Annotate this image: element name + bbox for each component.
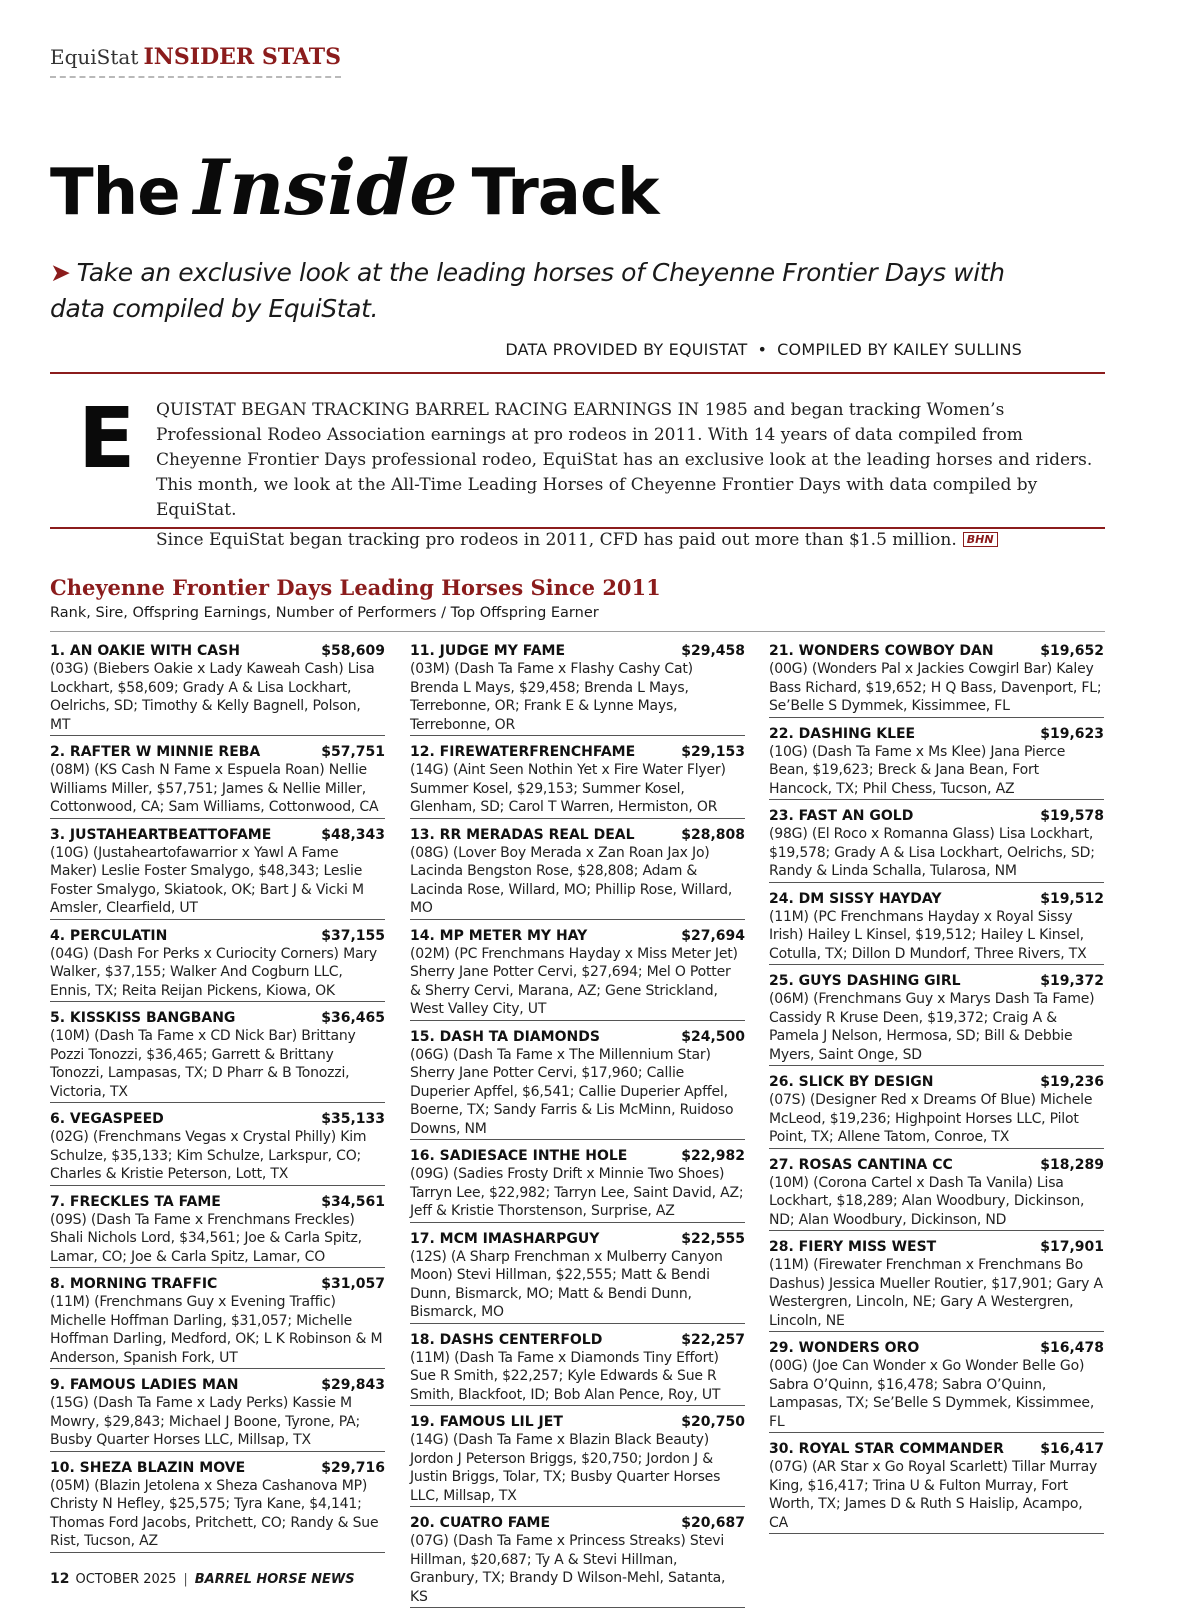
- horse-earnings: $22,982: [681, 1148, 745, 1164]
- horse-heading: [769, 1440, 1104, 1458]
- horse-earnings: $24,500: [681, 1028, 745, 1045]
- list-item: [410, 1514, 745, 1608]
- horse-earnings: $19,372: [1040, 973, 1104, 989]
- horse-details: (09G) (Sadies Frosty Drift x Minnie Two Shoes) Tarryn Lee, $22,982; Tarryn Lee, Saint David, AZ; Jeff & Kristie Thorstenson, Surprise, AZ: [410, 1166, 744, 1219]
- horse-earnings: $20,750: [681, 1414, 745, 1430]
- headline-word-2: Inside: [193, 143, 458, 232]
- horse-earnings: $27,694: [681, 927, 745, 944]
- footer-separator: |: [183, 1572, 188, 1587]
- horse-earnings: $20,687: [681, 1515, 745, 1531]
- horse-details: (07G) (AR Star x Go Royal Scarlett) Tillar Murray King, $16,417; Trina U & Fulton Murray, Fort Worth, TX; James D & Ruth S Haislip, Acampo, CA: [769, 1459, 1098, 1531]
- horse-heading: [410, 1331, 745, 1349]
- list-item: [769, 890, 1104, 966]
- horse-name: 27. ROSAS CANTINA CC: [769, 1156, 953, 1173]
- horse-details: (11M) (Frenchmans Guy x Evening Traffic) Michelle Hoffman Darling, $31,057; Michelle Hoffman Darling, Medford, OK; L K Robinson & M Anderson, Spanish Fork, UT: [50, 1294, 383, 1366]
- list-item: [769, 642, 1104, 718]
- list-item: [50, 1193, 385, 1269]
- horse-name: 6. VEGASPEED: [50, 1111, 164, 1127]
- list-item: [410, 1331, 745, 1407]
- horse-name: 26. SLICK BY DESIGN: [769, 1074, 934, 1090]
- horse-earnings: $22,257: [681, 1331, 745, 1348]
- horse-heading: [50, 1459, 385, 1477]
- list-item: [410, 1028, 745, 1141]
- horse-details: (10G) (Justaheartofawarrior x Yawl A Fame Maker) Leslie Foster Smalygo, $48,343; Leslie Foster Smalygo, Skiatook, OK; Bart J & Vicki M Amsler, Clearfield, UT: [50, 844, 364, 916]
- list-item: [410, 927, 745, 1021]
- magazine-name: BARREL HORSE NEWS: [194, 1572, 355, 1587]
- horse-heading: [50, 1110, 385, 1128]
- horse-details: (07S) (Designer Red x Dreams Of Blue) Michele McLeod, $19,236; Highpoint Horses LLC, Pilot Point, TX; Allene Tatom, Conroe, TX: [769, 1092, 1093, 1145]
- list-item: [410, 826, 745, 920]
- horse-details: (03G) (Biebers Oakie x Lady Kaweah Cash) Lisa Lockhart, $58,609; Grady A & Lisa Lockhart, Oelrichs, SD; Timothy & Kelly Bagnell, Polson, MT: [50, 661, 375, 733]
- horse-name: 18. DASHS CENTERFOLD: [410, 1331, 603, 1348]
- headline-word-1: The: [50, 156, 180, 230]
- horse-earnings: $29,458: [681, 643, 745, 659]
- horse-details: (00G) (Wonders Pal x Jackies Cowgirl Bar) Kaley Bass Richard, $19,652; H Q Bass, Davenport, FL; Se’Belle S Dymmek, Kissimmee, FL: [769, 661, 1102, 714]
- horse-name: 19. FAMOUS LIL JET: [410, 1414, 563, 1430]
- headline-word-3: Track: [471, 156, 659, 230]
- list-item: [50, 1376, 385, 1452]
- horse-details: (98G) (El Roco x Romanna Glass) Lisa Lockhart, $19,578; Grady A & Lisa Lockhart, Oelrichs, SD; Randy & Linda Schalla, Tularosa, NM: [769, 826, 1095, 879]
- horse-heading: [769, 1339, 1104, 1357]
- horse-details: (11M) (Dash Ta Fame x Diamonds Tiny Effort) Sue R Smith, $22,257; Kyle Edwards & Sue R Smith, Blackfoot, ID; Bob Alan Pence, Roy, UT: [410, 1349, 721, 1403]
- horse-heading: [410, 1147, 745, 1165]
- table-subtitle: Rank, Sire, Offspring Earnings, Number of Performers / Top Offspring Earner: [50, 605, 599, 621]
- horse-details: (07G) (Dash Ta Fame x Princess Streaks) Stevi Hillman, $20,687; Ty A & Stevi Hillman, Granbury, TX; Brandy D Wilson-Mehl, Satanta, KS: [410, 1533, 726, 1605]
- horse-earnings: $19,236: [1040, 1074, 1104, 1090]
- list-item: [769, 1339, 1104, 1433]
- horse-name: 8. MORNING TRAFFIC: [50, 1276, 218, 1292]
- horse-earnings: $28,808: [681, 826, 745, 843]
- horse-details: (08G) (Lover Boy Merada x Zan Roan Jax Jo) Lacinda Bengston Rose, $28,808; Adam & Lacinda Rose, Willard, MO; Phillip Rose, Willard, MO: [410, 844, 733, 916]
- horse-earnings: $48,343: [321, 826, 385, 843]
- horse-heading: [410, 826, 745, 844]
- horse-name: 23. FAST AN GOLD: [769, 808, 914, 824]
- bhn-end-mark-logo: BHN: [963, 532, 998, 547]
- list-item: [50, 927, 385, 1003]
- list-item: [410, 1230, 745, 1324]
- horse-earnings: $19,512: [1040, 890, 1104, 907]
- list-item: [50, 1110, 385, 1186]
- horse-earnings: $16,478: [1040, 1340, 1104, 1356]
- horse-details: (14G) (Dash Ta Fame x Blazin Black Beauty) Jordon J Peterson Briggs, $20,750; Jordon J & Justin Briggs, Tolar, TX; Busby Quarter Horses LLC, Millsap, TX: [410, 1432, 721, 1504]
- horse-heading: [410, 1413, 745, 1431]
- deck: [50, 255, 1060, 327]
- data-credit: DATA PROVIDED BY EQUISTAT: [505, 340, 748, 359]
- horse-name: 5. KISSKISS BANGBANG: [50, 1010, 236, 1026]
- horse-heading: [50, 927, 385, 945]
- horse-name: 29. WONDERS ORO: [769, 1340, 920, 1356]
- horse-name: 2. RAFTER W MINNIE REBA: [50, 744, 261, 760]
- horse-name: 13. RR MERADAS REAL DEAL: [410, 826, 635, 843]
- horse-name: 21. WONDERS COWBOY DAN: [769, 643, 994, 659]
- list-item: [769, 1238, 1104, 1332]
- horse-heading: [410, 1514, 745, 1532]
- compiled-credit: COMPILED BY KAILEY SULLINS: [777, 340, 1022, 359]
- list-item: [410, 1413, 745, 1507]
- horse-name: 25. GUYS DASHING GIRL: [769, 973, 961, 989]
- horse-details: (08M) (KS Cash N Fame x Espuela Roan) Nellie Williams Miller, $57,751; James & Nellie Miller, Cottonwood, CA; Sam Williams, Cottonwood, CA: [50, 762, 379, 815]
- section-brand: EquiStat: [50, 45, 139, 69]
- footer: [50, 1571, 355, 1587]
- horse-name: 12. FIREWATERFRENCHFAME: [410, 744, 636, 760]
- horse-earnings: $16,417: [1040, 1441, 1104, 1457]
- horse-heading: [50, 1376, 385, 1394]
- horse-details: (02G) (Frenchmans Vegas x Crystal Philly) Kim Schulze, $35,133; Kim Schulze, Larkspur, CO; Charles & Kristie Peterson, Lott, TX: [50, 1129, 367, 1182]
- section-label: INSIDER STATS: [143, 44, 342, 70]
- horse-earnings: $57,751: [321, 744, 385, 760]
- horse-details: (02M) (PC Frenchmans Hayday x Miss Meter Jet) Sherry Jane Potter Cervi, $27,694; Mel O Potter & Sherry Cervi, Marana, AZ; Gene Strickland, West Valley City, UT: [410, 945, 738, 1017]
- horse-details: (14G) (Aint Seen Nothin Yet x Fire Water Flyer) Summer Kosel, $29,153; Summer Kosel, Glenham, SD; Carol T Warren, Hermiston, OR: [410, 762, 726, 815]
- list-item: [769, 1073, 1104, 1149]
- horse-name: 16. SADIESACE INTHE HOLE: [410, 1148, 628, 1164]
- horse-details: (10G) (Dash Ta Fame x Ms Klee) Jana Pierce Bean, $19,623; Breck & Jana Bean, Fort Hancock, TX; Phil Chess, Tucson, AZ: [769, 743, 1066, 797]
- credit-separator: •: [757, 340, 768, 359]
- horse-earnings: $58,609: [321, 643, 385, 659]
- horse-earnings: $18,289: [1040, 1156, 1104, 1173]
- horse-heading: [410, 743, 745, 761]
- list-item: [50, 1009, 385, 1103]
- horse-details: (05M) (Blazin Jetolena x Sheza Cashanova MP) Christy N Hefley, $25,575; Tyra Kane, $4,141; Thomas Ford Jacobs, Pritchett, CO; Randy & Sue Rist, Tucson, AZ: [50, 1477, 379, 1549]
- horse-earnings: $19,652: [1040, 643, 1104, 659]
- horse-name: 10. SHEZA BLAZIN MOVE: [50, 1459, 246, 1476]
- horse-details: (12S) (A Sharp Frenchman x Mulberry Canyon Moon) Stevi Hillman, $22,555; Matt & Bendi Dunn, Bismarck, MO; Matt & Bendi Dunn, Bismarck, MO: [410, 1248, 723, 1320]
- horse-details: (06M) (Frenchmans Guy x Marys Dash Ta Fame) Cassidy R Kruse Deen, $19,372; Craig A & Pamela J Nelson, Hermosa, SD; Bill & Debbie Myers, Saint Onge, SD: [769, 991, 1095, 1063]
- horse-name: 28. FIERY MISS WEST: [769, 1239, 937, 1255]
- horse-heading: [50, 743, 385, 761]
- intro-paragraph-1: QUISTAT BEGAN TRACKING BARREL RACING EARNINGS IN 1985 and began tracking Women’s Professional Rodeo Association earnings at pro rodeos in 2011. With 14 years of data compiled from Cheyenne Frontier Days professional rodeo, EquiStat has an exclusive look at the leading horses and riders. This month, we look at the All-Time Leading Horses of Cheyenne Frontier Days with data compiled by EquiStat.: [156, 400, 1093, 520]
- list-item: [50, 826, 385, 920]
- list-item: [769, 725, 1104, 801]
- horse-name: 11. JUDGE MY FAME: [410, 643, 566, 659]
- list-item: [410, 743, 745, 819]
- list-item: [50, 642, 385, 736]
- horse-name: 3. JUSTAHEARTBEATTOFAME: [50, 826, 272, 843]
- list-item: [769, 972, 1104, 1066]
- horse-details: (11M) (Firewater Frenchman x Frenchmans Bo Dashus) Jessica Mueller Routier, $17,901; Gary A Westergren, Lincoln, NE; Gary A Westergren, Lincoln, NE: [769, 1257, 1103, 1329]
- intro-paragraph-2-text: Since EquiStat began tracking pro rodeos in 2011, CFD has paid out more than $1.5 million.: [156, 530, 957, 550]
- horse-earnings: $31,057: [321, 1276, 385, 1292]
- horse-heading: [769, 725, 1104, 743]
- horse-name: 7. FRECKLES TA FAME: [50, 1193, 221, 1210]
- horse-name: 17. MCM IMASHARPGUY: [410, 1230, 600, 1247]
- list-item: [50, 1275, 385, 1369]
- horse-earnings: $22,555: [681, 1230, 745, 1247]
- column-1: [50, 642, 385, 1560]
- horse-earnings: $19,578: [1040, 808, 1104, 824]
- issue-date: OCTOBER 2025: [75, 1572, 177, 1587]
- horse-heading: [50, 1193, 385, 1211]
- horse-heading: [769, 890, 1104, 908]
- list-item: [50, 743, 385, 819]
- horse-earnings: $29,843: [321, 1377, 385, 1393]
- intro-bottom-rule: [50, 527, 1105, 529]
- horse-heading: [410, 927, 745, 945]
- intro-paragraph-2: [156, 528, 1106, 553]
- horse-earnings: $29,716: [321, 1459, 385, 1476]
- horse-earnings: $37,155: [321, 927, 385, 944]
- horse-name: 15. DASH TA DIAMONDS: [410, 1028, 600, 1045]
- list-item: [50, 1459, 385, 1553]
- horse-details: (09S) (Dash Ta Fame x Frenchmans Freckles) Shali Nichols Lord, $34,561; Joe & Carla Spitz, Lamar, CO; Joe & Carla Spitz, Lamar, CO: [50, 1211, 362, 1265]
- horse-heading: [50, 826, 385, 844]
- drop-cap: E: [78, 389, 136, 487]
- section-tag: [50, 44, 341, 78]
- horse-details: (10M) (Dash Ta Fame x CD Nick Bar) Brittany Pozzi Tonozzi, $36,465; Garrett & Brittany Tonozzi, Lampasas, TX; D Pharr & B Tonozzi, Victoria, TX: [50, 1028, 356, 1100]
- table-title: Cheyenne Frontier Days Leading Horses Since 2011: [50, 575, 661, 600]
- horse-details: (04G) (Dash For Perks x Curiocity Corners) Mary Walker, $37,155; Walker And Cogburn LLC, Ennis, TX; Reita Reijan Pickens, Kiowa, OK: [50, 945, 377, 999]
- horse-name: 24. DM SISSY HAYDAY: [769, 890, 942, 907]
- horse-heading: [769, 1156, 1104, 1174]
- horse-heading: [769, 1238, 1104, 1256]
- headline: [50, 143, 659, 232]
- horse-earnings: $19,623: [1040, 725, 1104, 742]
- horse-name: 4. PERCULATIN: [50, 927, 168, 944]
- horse-name: 22. DASHING KLEE: [769, 725, 916, 742]
- horse-details: (03M) (Dash Ta Fame x Flashy Cashy Cat) Brenda L Mays, $29,458; Brenda L Mays, Terrebonne, OR; Frank E & Lynne Mays, Terrebonne, OR: [410, 661, 693, 733]
- horse-heading: [50, 1275, 385, 1293]
- horse-heading: [50, 642, 385, 660]
- horse-earnings: $29,153: [681, 744, 745, 760]
- column-2: [410, 642, 745, 1613]
- intro: [50, 389, 1105, 553]
- horse-heading: [769, 807, 1104, 825]
- table-rule: [50, 631, 1105, 632]
- list-item: [410, 642, 745, 736]
- horse-heading: [50, 1009, 385, 1027]
- list-item: [769, 807, 1104, 883]
- horse-details: (11M) (PC Frenchmans Hayday x Royal Sissy Irish) Hailey L Kinsel, $19,512; Hailey L Kinsel, Cotulla, TX; Dillon D Mundorf, Three Rivers, TX: [769, 908, 1087, 962]
- horse-name: 14. MP METER MY HAY: [410, 927, 588, 944]
- horse-earnings: $34,561: [321, 1193, 385, 1210]
- horse-details: (10M) (Corona Cartel x Dash Ta Vanila) Lisa Lockhart, $18,289; Alan Woodbury, Dickinson, ND; Alan Woodbury, Dickinson, ND: [769, 1174, 1085, 1228]
- horse-details: (00G) (Joe Can Wonder x Go Wonder Belle Go) Sabra O’Quinn, $16,478; Sabra O’Quinn, Lampasas, TX; Se’Belle S Dymmek, Kissimmee, FL: [769, 1358, 1095, 1430]
- horse-name: 30. ROYAL STAR COMMANDER: [769, 1441, 1004, 1457]
- horse-earnings: $17,901: [1040, 1239, 1104, 1255]
- horse-name: 20. CUATRO FAME: [410, 1515, 551, 1531]
- list-item: [410, 1147, 745, 1223]
- list-item: [769, 1156, 1104, 1232]
- intro-top-rule: [50, 372, 1105, 374]
- horse-earnings: $35,133: [321, 1111, 385, 1127]
- arrow-icon: ➤: [50, 258, 71, 287]
- horse-details: (15G) (Dash Ta Fame x Lady Perks) Kassie M Mowry, $29,843; Michael J Boone, Tyrone, PA; Busby Quarter Horses LLC, Millsap, TX: [50, 1395, 360, 1448]
- page-number: 12: [50, 1571, 70, 1587]
- horse-heading: [410, 1230, 745, 1248]
- deck-text: Take an exclusive look at the leading horses of Cheyenne Frontier Days with data compiled by EquiStat.: [50, 258, 1005, 323]
- column-3: [769, 642, 1104, 1541]
- horse-name: 1. AN OAKIE WITH CASH: [50, 643, 240, 659]
- horse-heading: [769, 1073, 1104, 1091]
- list-item: [769, 1440, 1104, 1534]
- horse-heading: [410, 1028, 745, 1046]
- horse-details: (06G) (Dash Ta Fame x The Millennium Star) Sherry Jane Potter Cervi, $17,960; Callie Duperier Apffel, $6,541; Callie Duperier Apffel, Boerne, TX; Sandy Farris & Lis McMinn, Ruidoso Downs, NM: [410, 1046, 734, 1137]
- horse-heading: [769, 972, 1104, 990]
- horse-heading: [769, 642, 1104, 660]
- horse-name: 9. FAMOUS LADIES MAN: [50, 1377, 239, 1393]
- credits: [505, 340, 1022, 359]
- horse-heading: [410, 642, 745, 660]
- horse-earnings: $36,465: [321, 1010, 385, 1026]
